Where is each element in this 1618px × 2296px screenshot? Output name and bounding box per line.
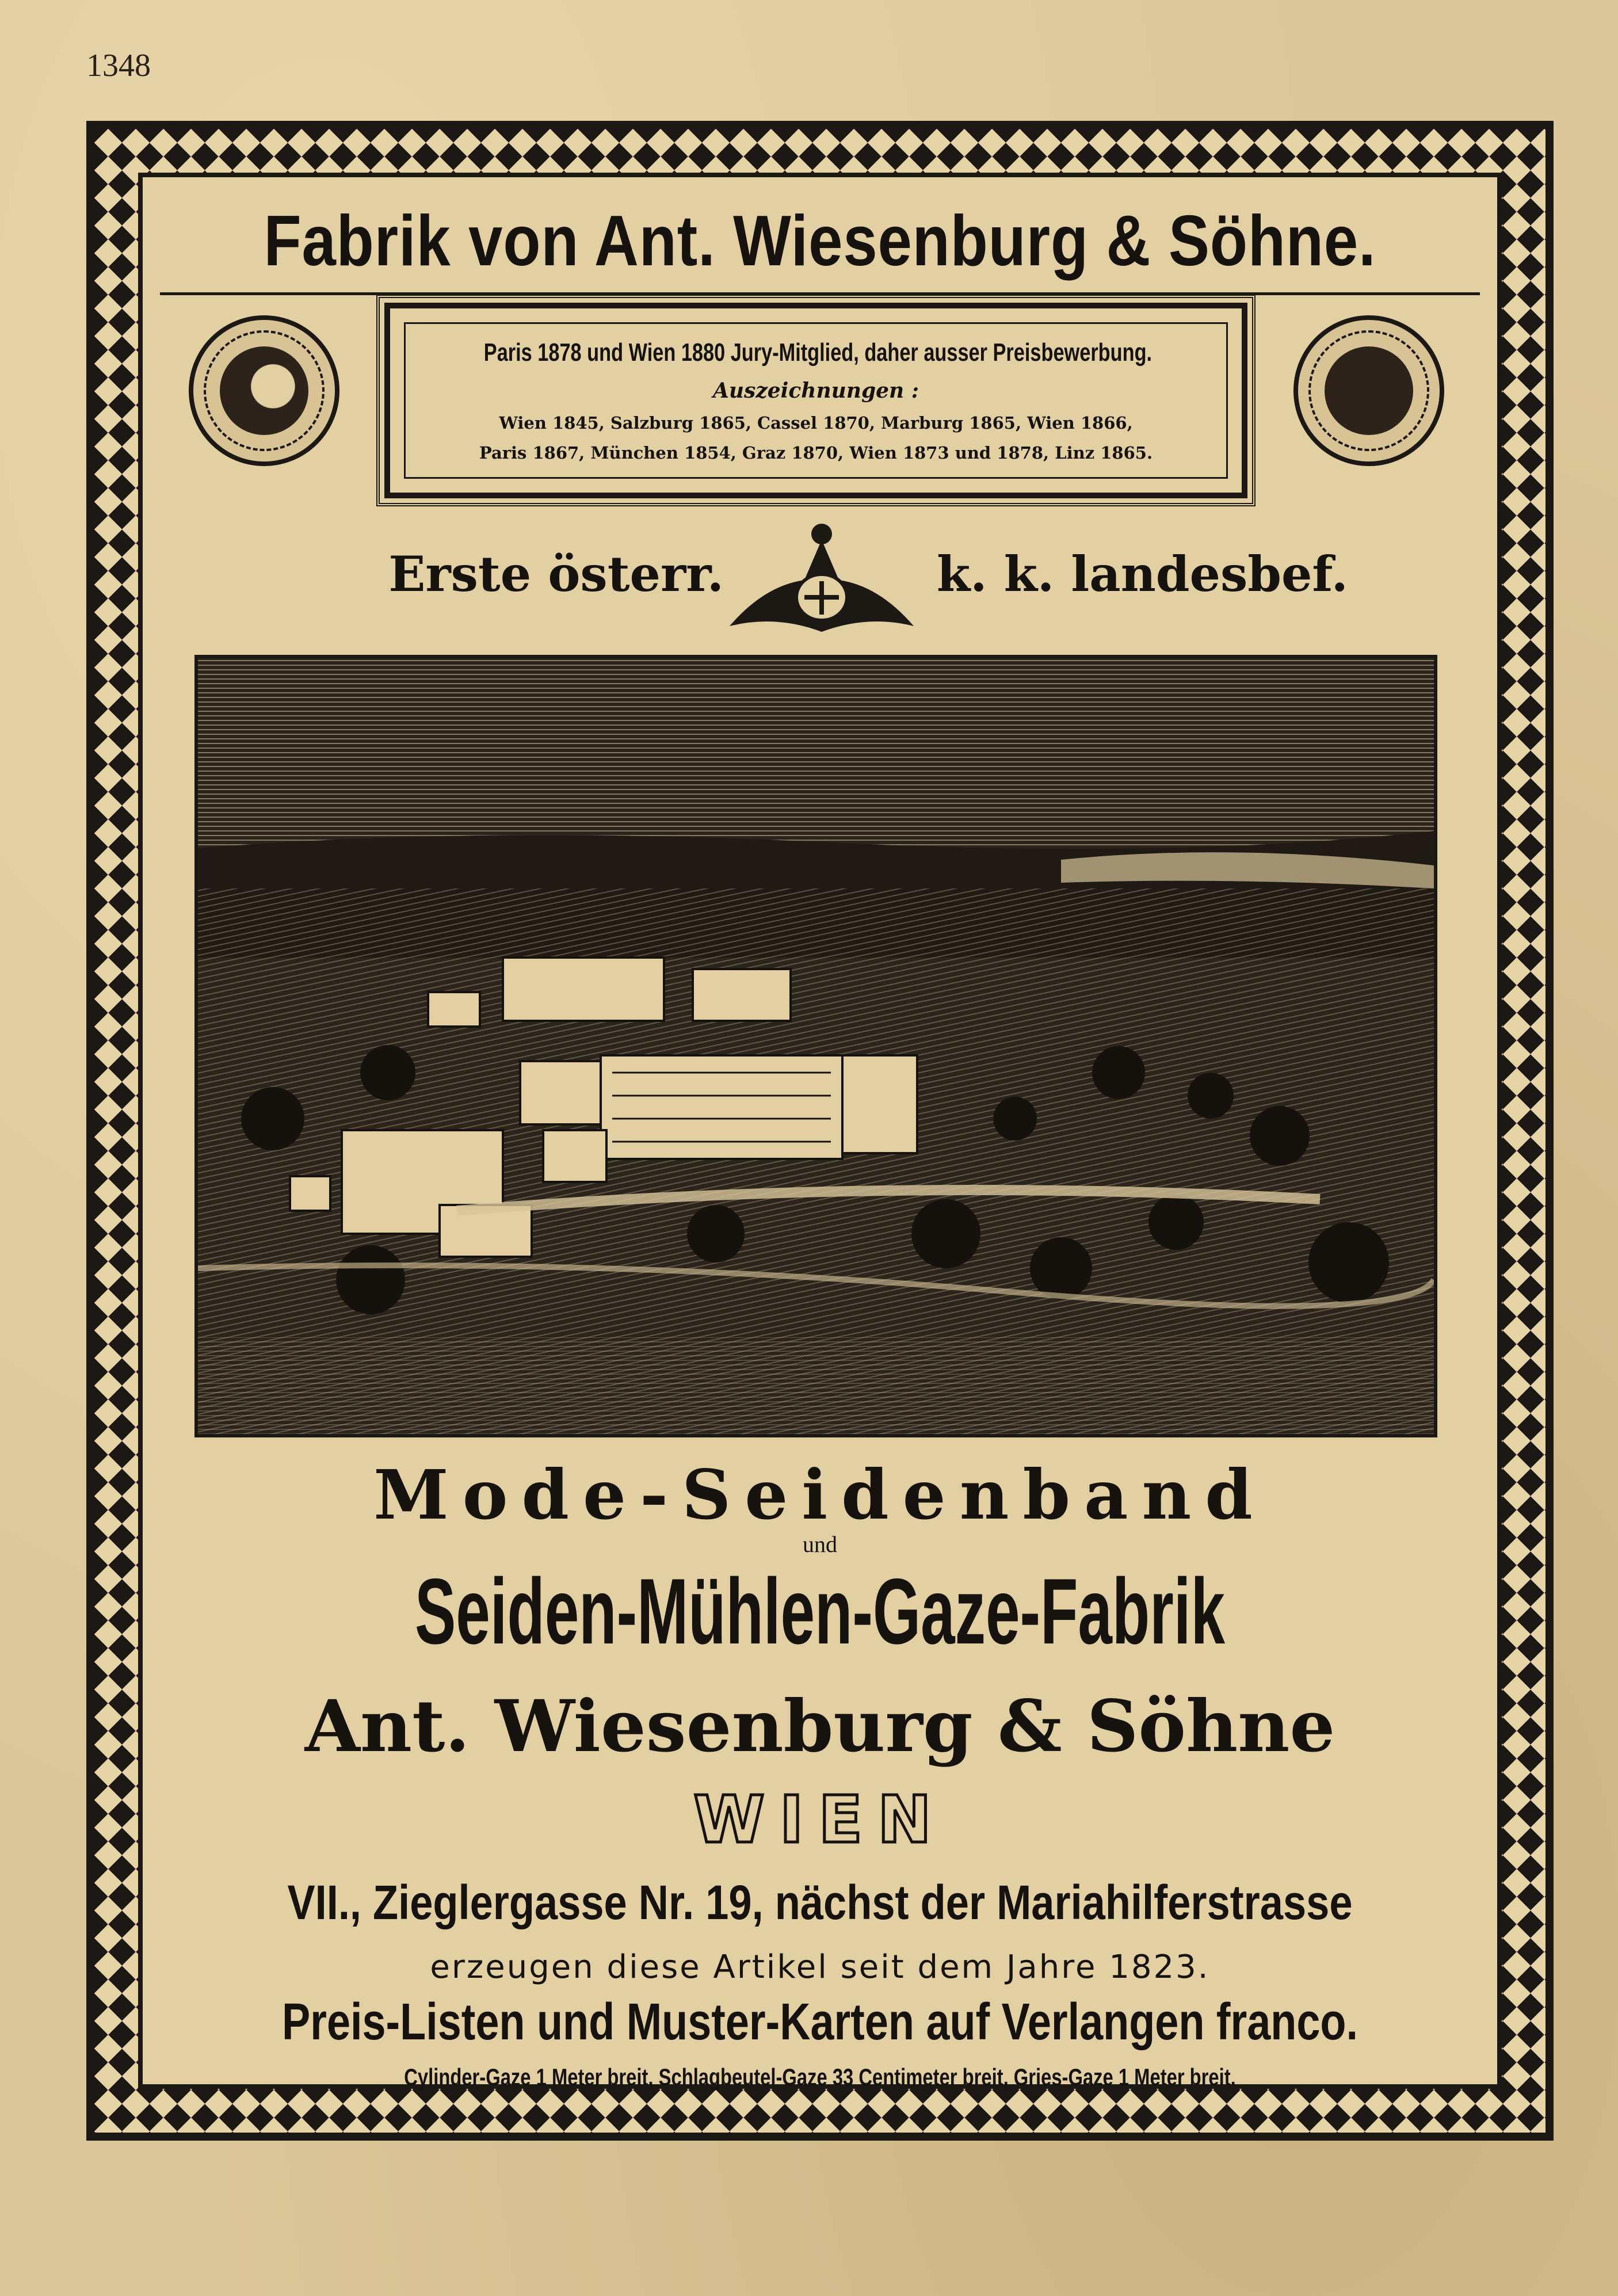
factory-title: Seiden-Mühlen-Gaze-Fabrik (415, 1559, 1225, 1664)
advertisement-panel (138, 173, 1502, 2089)
jury-member-text: Paris 1878 und Wien 1880 Jury-Mitglied, daher ausser Preisbewerbung. (483, 338, 1153, 367)
header-title: Fabrik von Ant. Wiesenburg & Söhne. (264, 201, 1376, 281)
product-title: Mode-Seidenband (373, 1455, 1266, 1535)
imperial-eagle-crest-icon (718, 517, 925, 643)
crest-left-text: Erste österr. (388, 546, 724, 602)
pricelist-line: Preis-Listen und Muster-Karten auf Verlangen franco. (282, 1993, 1358, 2051)
since-line: erzeugen diese Artikel seit dem Jahre 1823. (430, 1948, 1210, 1986)
crest-right-text: k. k. landesbef. (937, 546, 1348, 602)
awards-heading: Auszeichnungen : (712, 379, 919, 403)
awards-list-line-2: Paris 1867, München 1854, Graz 1870, Wien 1873 und 1878, Linz 1865. (479, 443, 1153, 463)
header-divider (160, 292, 1480, 295)
city-name: WIEN (693, 1783, 947, 1858)
company-name: Ant. Wiesenburg & Söhne (304, 1685, 1335, 1768)
address-line: VII., Zieglergasse Nr. 19, nächst der Mariahilferstrasse (287, 1875, 1353, 1929)
sizes-line: Cylinder-Gaze 1 Meter breit, Schlagbeutel-Gaze 33 Centimeter breit, Gries-Gaze 1 Meter breit. (404, 2064, 1236, 2091)
portrait-medal-icon (189, 315, 339, 466)
awards-box (384, 303, 1247, 498)
factory-engraving-illustration (194, 655, 1437, 1437)
allegory-medal-icon (1293, 315, 1444, 466)
connector-text: und (803, 1531, 837, 1557)
awards-list-line-1: Wien 1845, Salzburg 1865, Cassel 1870, Marburg 1865, Wien 1866, (499, 413, 1133, 433)
page-number: 1348 (86, 48, 151, 83)
